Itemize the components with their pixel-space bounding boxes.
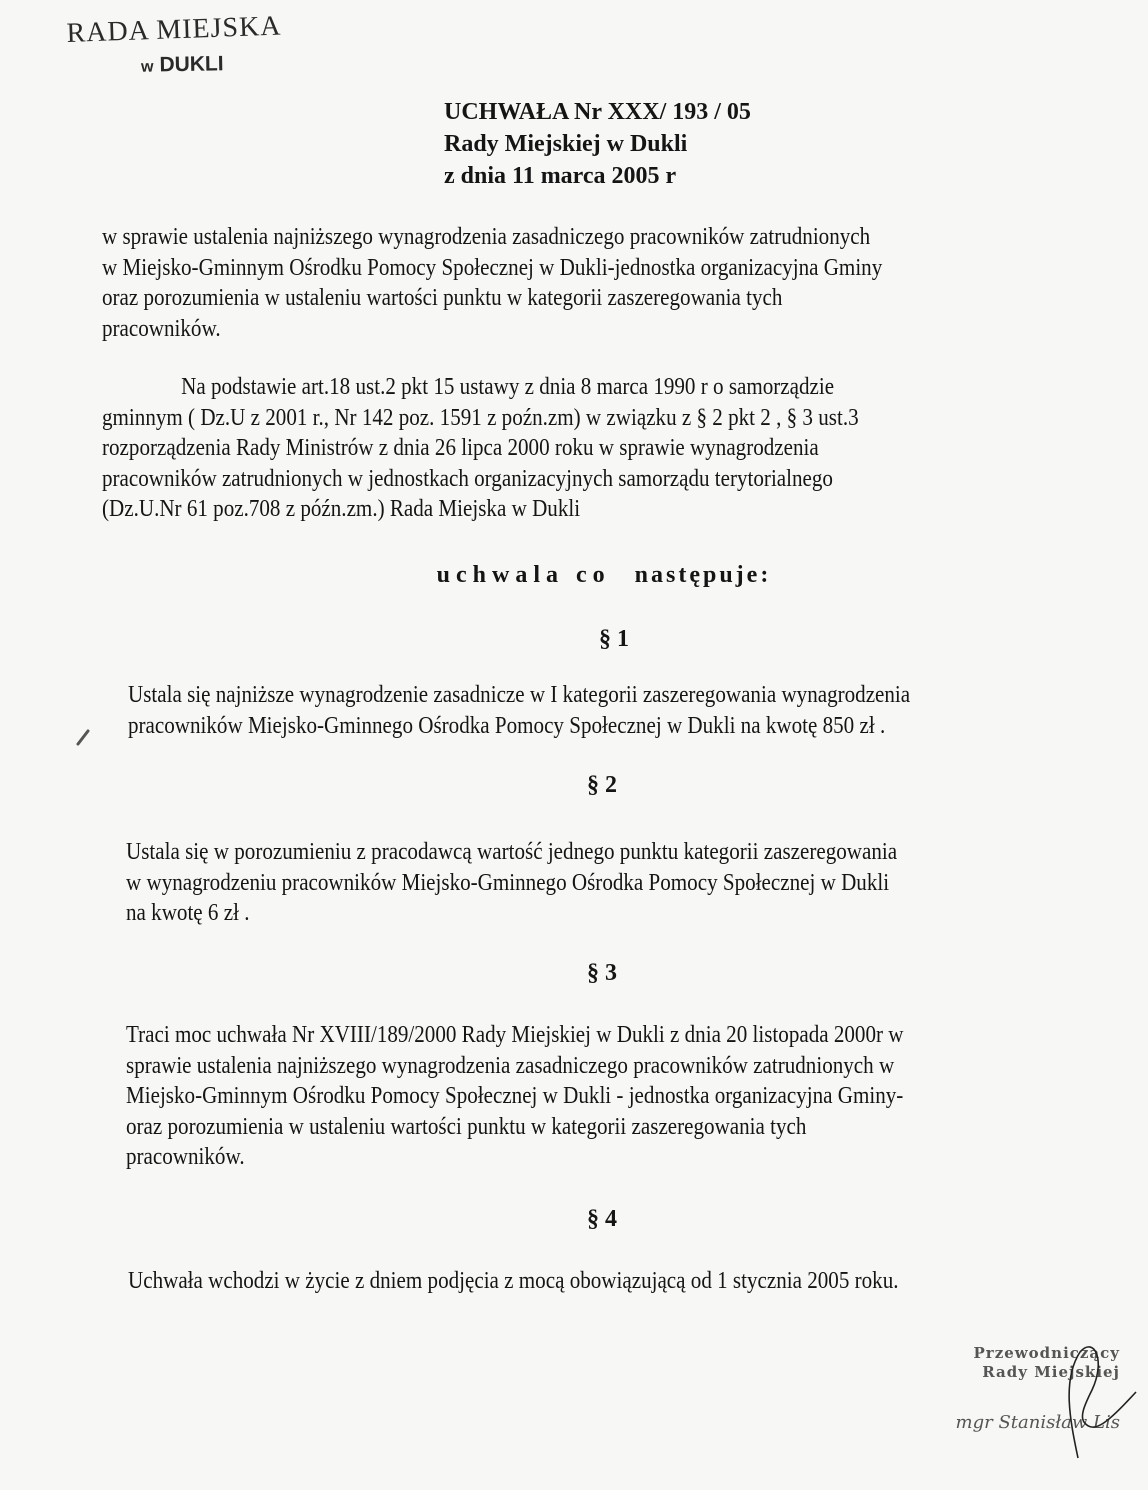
legal-basis-line: Na podstawie art.18 ust.2 pkt 15 ustawy z dnia 8 marca 1990 r o samorządzie xyxy=(181,373,835,400)
section-line: Ustala się w porozumieniu z pracodawcą wartość jednego punktu kategorii zaszeregowania xyxy=(126,838,898,865)
resolves-heading xyxy=(0,562,1148,589)
section-3-heading: § 3 xyxy=(587,960,617,986)
section-4-body xyxy=(128,1266,899,1297)
subject-line: oraz porozumienia w ustaleniu wartości punktu w kategorii zaszeregowania tych xyxy=(102,284,783,311)
resolution-header xyxy=(444,96,751,192)
section-line: Uchwała wchodzi w życie z dniem podjęcia z mocą obowiązującą od 1 stycznia 2005 roku. xyxy=(128,1267,899,1294)
section-1-heading: § 1 xyxy=(599,626,629,652)
section-line: Miejsko-Gminnym Ośrodku Pomocy Społecznej w Dukli - jednostka organizacyjna Gminy- xyxy=(126,1082,904,1109)
signatory-title-line-1: Przewodniczący xyxy=(973,1344,1120,1362)
section-3-body xyxy=(126,1020,904,1173)
section-line: pracowników. xyxy=(126,1143,245,1170)
handwritten-signature-icon xyxy=(1050,1340,1140,1460)
stamp-prefix: w xyxy=(140,58,154,76)
section-line: Traci moc uchwała Nr XVIII/189/2000 Rady Miejskiej w Dukli z dnia 20 listopada 2000r w xyxy=(126,1021,904,1048)
legal-basis-line: pracowników zatrudnionych w jednostkach organizacyjnych samorządu terytorialnego xyxy=(102,464,833,492)
stamp-town: DUKLI xyxy=(159,52,224,77)
subject-line: w sprawie ustalenia najniższego wynagrodzenia zasadniczego pracowników zatrudnionych xyxy=(102,223,871,250)
section-line: sprawie ustalenia najniższego wynagrodzenia zasadniczego pracowników zatrudnionych w xyxy=(126,1051,895,1079)
section-line: pracowników Miejsko-Gminnego Ośrodka Pomocy Społecznej w Dukli na kwotę 850 zł . xyxy=(128,711,886,739)
subject-line: pracowników. xyxy=(102,314,221,342)
stamp-line-2 xyxy=(141,50,336,77)
resolution-issuer: Rady Miejskiej w Dukli xyxy=(444,131,688,157)
resolution-title: UCHWAŁA Nr XXX/ 193 / 05 xyxy=(444,99,751,125)
legal-basis-line: (Dz.U.Nr 61 poz.708 z późn.zm.) Rada Miejska w Dukli xyxy=(102,495,581,522)
council-stamp xyxy=(66,10,336,77)
resolves-part-1: uchwala co xyxy=(436,562,611,588)
legal-basis-line: rozporządzenia Rady Ministrów z dnia 26 lipca 2000 roku w sprawie wynagrodzenia xyxy=(102,434,819,461)
section-line: oraz porozumienia w ustaleniu wartości punktu w kategorii zaszeregowania tych xyxy=(126,1112,807,1140)
signatory-title-line-2: Rady Miejskiej xyxy=(982,1363,1120,1381)
section-2-heading: § 2 xyxy=(587,772,617,798)
resolves-part-2: następuje: xyxy=(634,562,772,588)
subject-line: w Miejsko-Gminnym Ośrodku Pomocy Społecznej w Dukli-jednostka organizacyjna Gminy xyxy=(102,253,883,281)
subject-paragraph xyxy=(102,222,882,344)
legal-basis-paragraph xyxy=(102,372,859,525)
resolution-date: z dnia 11 marca 2005 r xyxy=(444,163,677,189)
section-2-body xyxy=(126,837,897,929)
section-1-body xyxy=(128,680,910,741)
section-line: Ustala się najniższe wynagrodzenie zasadnicze w I kategorii zaszeregowania wynagrodzenia xyxy=(128,681,911,708)
section-line: na kwotę 6 zł . xyxy=(126,899,250,926)
stamp-line-1: RADA MIEJSKA xyxy=(66,10,282,49)
signatory-name: mgr Stanisław Lis xyxy=(955,1412,1120,1433)
pen-mark-icon xyxy=(76,728,92,746)
legal-basis-line: gminnym ( Dz.U z 2001 r., Nr 142 poz. 1591 z poźn.zm) w związku z § 2 pkt 2 , § 3 ust.3 xyxy=(102,403,859,431)
section-4-heading: § 4 xyxy=(587,1206,617,1232)
section-line: w wynagrodzeniu pracowników Miejsko-Gminnego Ośrodka Pomocy Społecznej w Dukli xyxy=(126,868,890,896)
